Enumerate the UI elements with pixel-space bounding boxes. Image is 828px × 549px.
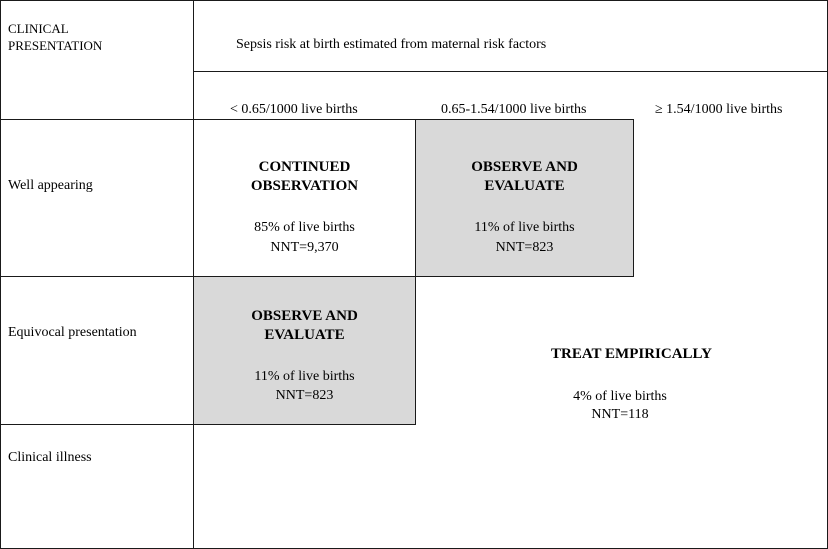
cell-observe-evaluate-well xyxy=(415,119,634,277)
treat-empirically-percent: 4% of live births xyxy=(573,389,667,404)
observe-evaluate-well-title-2: EVALUATE xyxy=(484,178,565,194)
observe-evaluate-equivocal-title-1: OBSERVE AND xyxy=(251,308,358,324)
observe-evaluate-equivocal-percent: 11% of live births xyxy=(254,369,355,384)
row-label-well-appearing: Well appearing xyxy=(8,178,93,193)
risk-column-high: ≥ 1.54/1000 live births xyxy=(655,102,783,117)
frame-top xyxy=(0,0,828,1)
treat-empirically-title: TREAT EMPIRICALLY xyxy=(551,346,713,362)
continued-observation-title-1: CONTINUED xyxy=(258,159,351,175)
cell-observe-evaluate-equivocal xyxy=(193,276,416,425)
observe-evaluate-well-title-1: OBSERVE AND xyxy=(471,159,578,175)
continued-observation-nnt: NNT=9,370 xyxy=(270,240,339,255)
observe-evaluate-well-percent: 11% of live births xyxy=(474,220,575,235)
continued-observation-title-2: OBSERVATION xyxy=(250,178,359,194)
frame-left xyxy=(0,0,1,549)
row-label-equivocal-presentation: Equivocal presentation xyxy=(8,325,137,340)
row-divider-equivocal xyxy=(0,424,193,425)
continued-observation-percent: 85% of live births xyxy=(254,220,355,235)
observe-evaluate-equivocal-nnt: NNT=823 xyxy=(275,388,334,403)
row-divider-well xyxy=(0,276,193,277)
cell-continued-observation xyxy=(194,120,415,276)
header-subdivider xyxy=(193,71,828,72)
top-header: Sepsis risk at birth estimated from maternal risk factors xyxy=(236,37,547,52)
risk-column-mid: 0.65-1.54/1000 live births xyxy=(441,102,587,117)
risk-column-low: < 0.65/1000 live births xyxy=(230,102,358,117)
treat-empirically-nnt: NNT=118 xyxy=(591,407,649,422)
row-label-clinical-illness: Clinical illness xyxy=(8,450,92,465)
corner-header-line-1: CLINICAL xyxy=(8,21,69,36)
observe-evaluate-well-nnt: NNT=823 xyxy=(495,240,554,255)
observe-evaluate-equivocal-title-2: EVALUATE xyxy=(264,327,345,343)
corner-header-line-2: PRESENTATION xyxy=(8,38,103,53)
